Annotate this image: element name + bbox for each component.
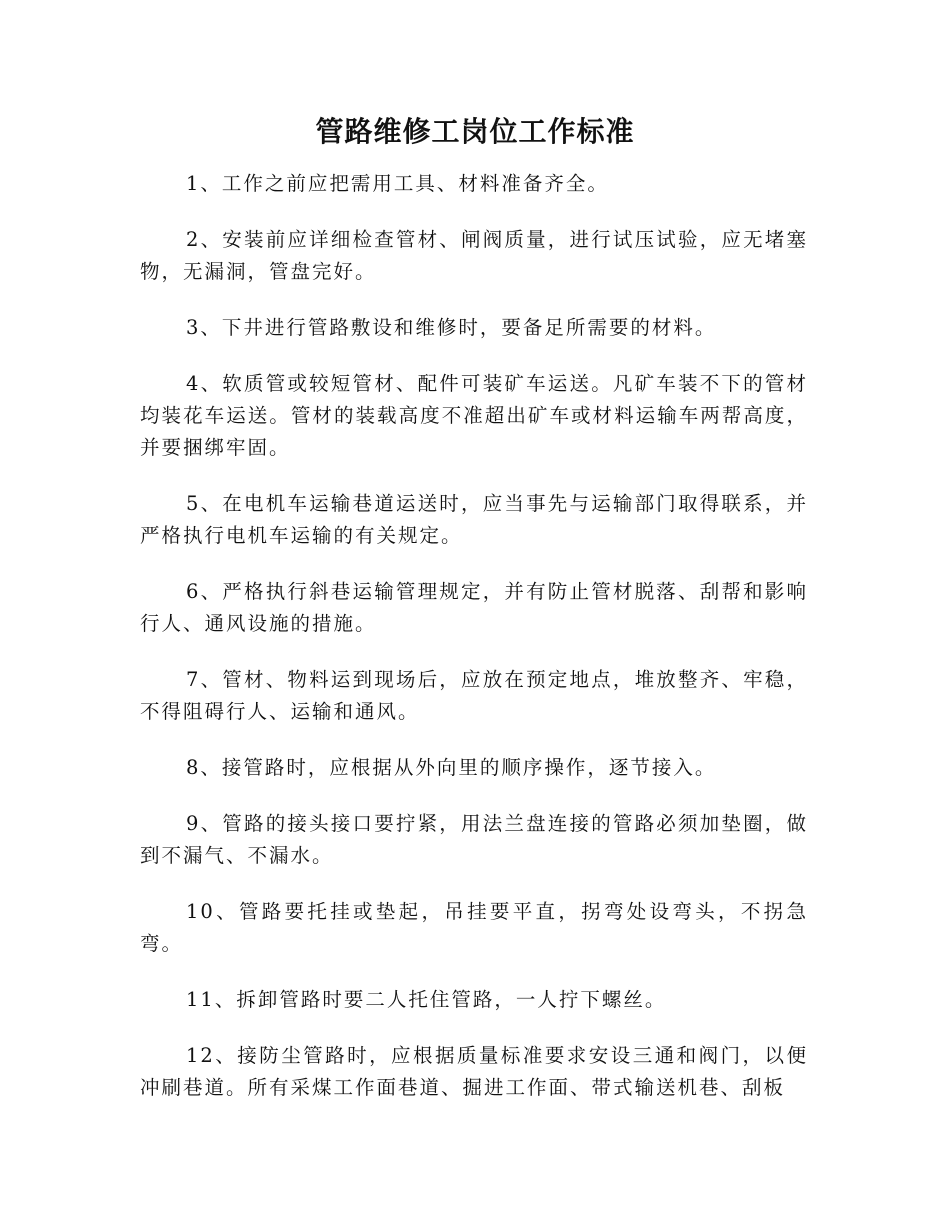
paragraph-3: 3、下井进行管路敷设和维修时，要备足所需要的材料。 — [186, 316, 717, 339]
paragraph-11: 11、拆卸管路时要二人托住管路，一人拧下螺丝。 — [186, 988, 667, 1011]
paragraph-4: 4、软质管或较短管材、配件可装矿车运送。凡矿车装不下的管材均装花车运送。管材的装载高度不准超出矿车或材料运输车两帮高度，并要捆绑牢固。 — [140, 372, 808, 459]
paragraph-8: 8、接管路时，应根据从外向里的顺序操作，逐节接入。 — [186, 756, 717, 779]
paragraph-7: 7、管材、物料运到现场后，应放在预定地点，堆放整齐、牢稳，不得阻碍行人、运输和通风。 — [140, 668, 808, 723]
paragraph-5: 5、在电机车运输巷道运送时，应当事先与运输部门取得联系，并严格执行电机车运输的有关规定。 — [140, 492, 808, 547]
paragraph-6: 6、严格执行斜巷运输管理规定，并有防止管材脱落、刮帮和影响行人、通风设施的措施。 — [140, 580, 808, 635]
paragraph-10: 10、管路要托挂或垫起，吊挂要平直，拐弯处设弯头，不拐急弯。 — [140, 900, 808, 955]
document-title: 管路维修工岗位工作标准 — [315, 115, 635, 148]
paragraph-12: 12、接防尘管路时，应根据质量标准要求安设三通和阀门，以便冲刷巷道。所有采煤工作面巷道、掘进工作面、带式输送机巷、刮板 — [140, 1044, 808, 1099]
paragraph-9: 9、管路的接头接口要拧紧，用法兰盘连接的管路必须加垫圈，做到不漏气、不漏水。 — [140, 812, 808, 867]
paragraph-1: 1、工作之前应把需用工具、材料准备齐全。 — [186, 172, 609, 195]
paragraph-2: 2、安装前应详细检查管材、闸阀质量，进行试压试验，应无堵塞物，无漏洞，管盘完好。 — [140, 228, 808, 283]
document-body — [140, 168, 808, 1128]
